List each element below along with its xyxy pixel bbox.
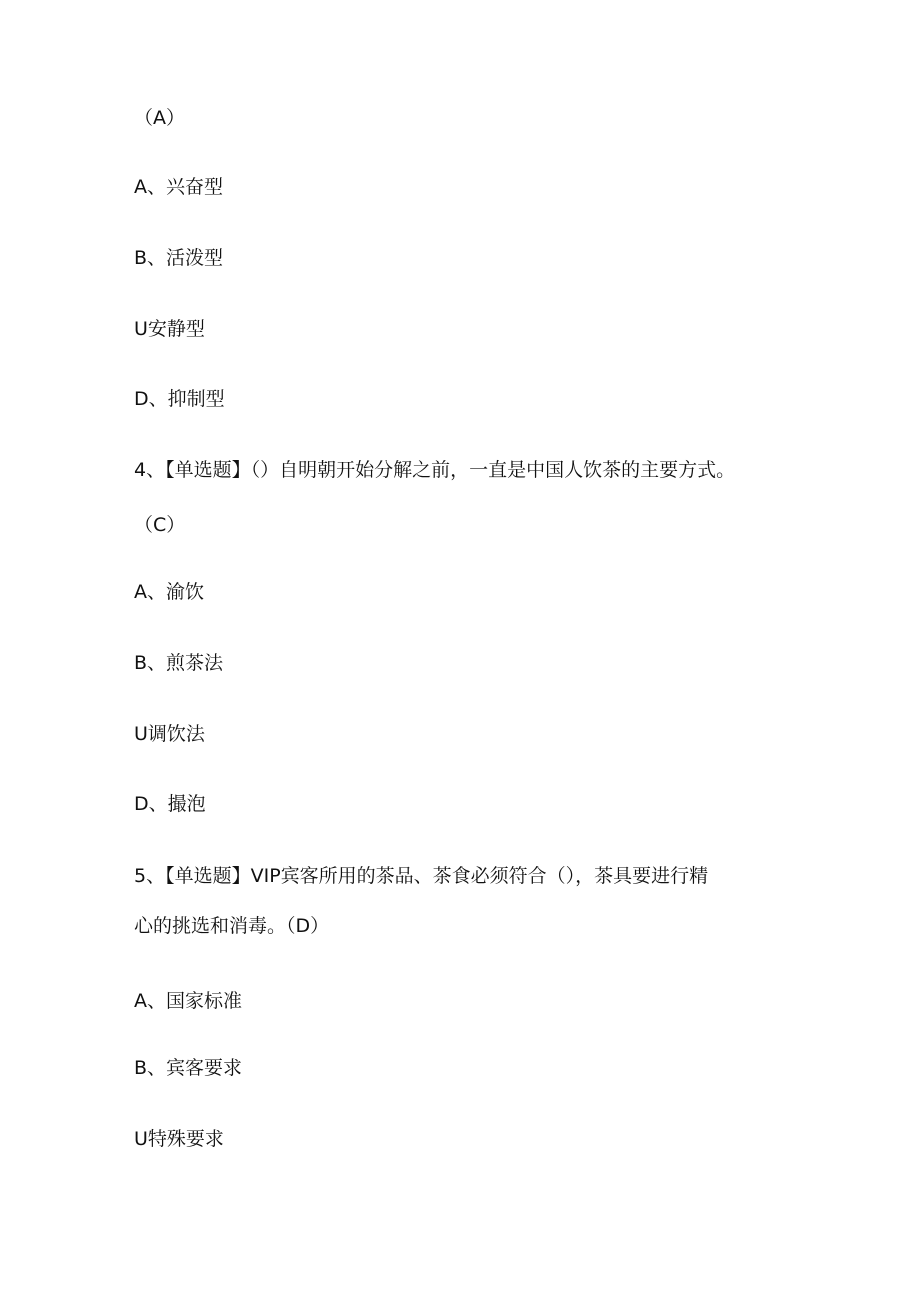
- question-4-answer: （C）: [134, 514, 186, 536]
- question-4-stem: 4、【单选题】（）自明朝开始分解之前，一直是中国人饮茶的主要方式。: [134, 459, 736, 481]
- question-5-stem-line-2: 心的挑选和消毒。（D）: [134, 915, 330, 937]
- question-5-option-b: B、宾客要求: [134, 1057, 243, 1079]
- question-5-option-a: A、国家标准: [134, 990, 242, 1012]
- question-3-option-c: U安静型: [134, 318, 205, 340]
- question-4-option-b: B、煎茶法: [134, 652, 224, 674]
- question-3-option-b: B、活泼型: [134, 247, 224, 269]
- question-3-option-d: D、抑制型: [134, 388, 225, 410]
- question-4-option-d: D、撮泡: [134, 793, 206, 815]
- question-3-answer: （A）: [134, 107, 185, 129]
- question-4-option-c: U调饮法: [134, 723, 205, 745]
- question-3-option-a: A、兴奋型: [134, 176, 223, 198]
- question-5-stem-line-1: 5、【单选题】VIP宾客所用的茶品、茶食必须符合（），茶具要进行精: [134, 865, 709, 887]
- question-4-option-a: A、渝饮: [134, 581, 204, 603]
- question-5-option-c: U特殊要求: [134, 1128, 224, 1150]
